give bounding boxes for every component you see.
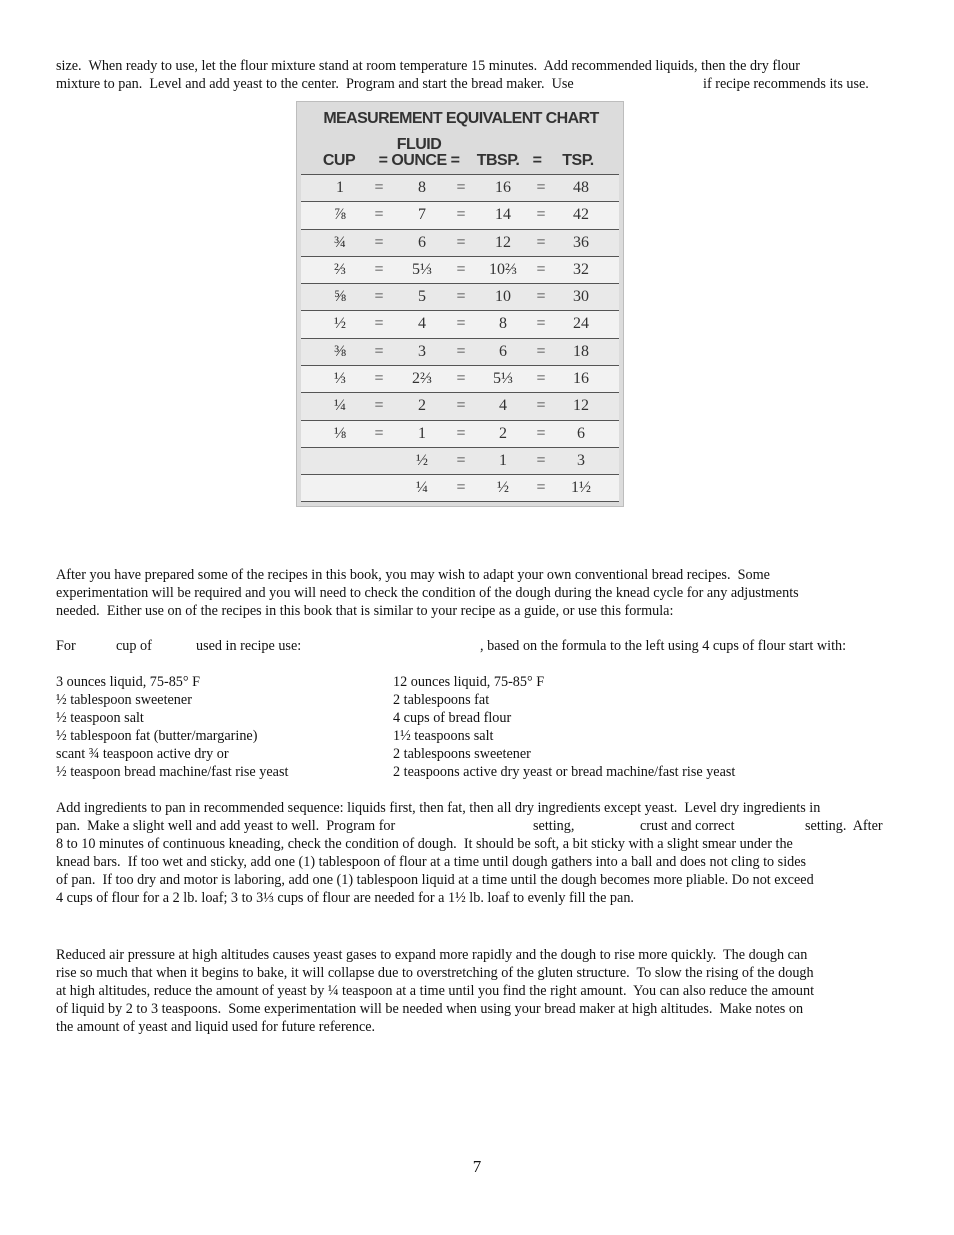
equals-sign: =	[456, 397, 466, 415]
cup-cell: ⅜	[334, 342, 346, 360]
right-list-item: 4 cups of bread flour	[393, 710, 512, 726]
ounce-cell: 6	[418, 233, 426, 251]
left-list-item: ½ tablespoon sweetener	[56, 692, 192, 708]
sequence-line-2c: crust and correct	[640, 818, 735, 834]
tbsp-cell: 10	[495, 288, 511, 306]
sequence-line-2a: pan. Make a slight well and add yeast to well. Program for	[56, 818, 396, 834]
equals-sign: =	[374, 342, 384, 360]
adapt-line-3: needed. Either use on of the recipes in this book that is similar to your recipe as a guide, or use this formula:	[56, 603, 674, 619]
equals-sign: =	[536, 451, 546, 469]
tbsp-cell: ½	[497, 479, 509, 497]
ounce-cell: 3	[418, 342, 426, 360]
tsp-cell: 18	[573, 342, 589, 360]
tbsp-cell: 12	[495, 233, 511, 251]
intro-line-2b: if recipe recommends its use.	[703, 76, 869, 92]
equals-sign: =	[536, 424, 546, 442]
altitude-line-1: Reduced air pressure at high altitudes causes yeast gases to expand more rapidly and the dough to rise more quickly. The dough can	[56, 947, 808, 963]
table-row	[301, 256, 619, 283]
tsp-cell: 12	[573, 397, 589, 415]
equals-sign: =	[456, 288, 466, 306]
equals-sign: =	[536, 233, 546, 251]
header-fluid: FLUID	[396, 136, 442, 153]
equals-sign: =	[374, 260, 384, 278]
adapt-line-2: experimentation will be required and you will need to check the condition of the dough during the knead cycle for any adjustments	[56, 585, 799, 601]
right-list-item: 12 ounces liquid, 75-85° F	[393, 674, 545, 690]
sequence-line-1: Add ingredients to pan in recommended sequence: liquids first, then fat, then all dry ingredients except yeast. Level dry ingredients in	[56, 800, 821, 816]
equals-sign: =	[374, 206, 384, 224]
measurement-chart	[296, 101, 624, 507]
ounce-cell: 5⅓	[412, 260, 432, 278]
equals-sign: =	[536, 315, 546, 333]
header-cup: CUP	[322, 152, 356, 169]
altitude-line-3: at high altitudes, reduce the amount of yeast by ¼ teaspoon at a time until you find the right amount. You can also reduce the amount	[56, 983, 815, 999]
left-list-item: ½ tablespoon fat (butter/margarine)	[56, 728, 258, 744]
cup-cell: ½	[334, 315, 346, 333]
left-list-item: ½ teaspoon bread machine/fast rise yeast	[56, 764, 289, 780]
equals-sign: =	[456, 342, 466, 360]
left-list-item: scant ¾ teaspoon active dry or	[56, 746, 229, 762]
equals-sign: =	[456, 233, 466, 251]
tbsp-cell: 8	[499, 315, 507, 333]
table-row	[301, 447, 619, 474]
altitude-line-4: of liquid by 2 to 3 teaspoons. Some experimentation will be needed when using your bread maker at high altitudes. Make notes on	[56, 1001, 804, 1017]
equals-sign: =	[374, 315, 384, 333]
right-list-item: 2 teaspoons active dry yeast or bread machine/fast rise yeast	[393, 764, 736, 780]
equals-sign: =	[374, 397, 384, 415]
table-row	[301, 201, 619, 228]
sequence-line-3: 8 to 10 minutes of continuous kneading, check the condition of dough. It should be soft, a bit sticky with a slight smear under the	[56, 836, 793, 852]
table-row	[301, 229, 619, 256]
table-row	[301, 338, 619, 365]
intro-line-2a: mixture to pan. Level and add yeast to the center. Program and start the bread maker. Use	[56, 76, 574, 92]
ounce-cell: 5	[418, 288, 426, 306]
equals-sign: =	[456, 370, 466, 388]
intro-line-1: size. When ready to use, let the flour mixture stand at room temperature 15 minutes. Add recommended liquids, then the dry flour	[56, 58, 800, 74]
left-list-item: ½ teaspoon salt	[56, 710, 144, 726]
cup-cell: ⅛	[334, 424, 346, 442]
equals-sign: =	[536, 288, 546, 306]
equals-sign: =	[456, 206, 466, 224]
equals-sign: =	[374, 288, 384, 306]
equals-sign: =	[456, 424, 466, 442]
equals-sign: =	[456, 260, 466, 278]
tbsp-cell: 16	[495, 179, 511, 196]
tbsp-cell: 10⅔	[489, 260, 517, 278]
tbsp-cell: 4	[499, 397, 507, 415]
table-row	[301, 420, 619, 447]
equals-sign: =	[374, 370, 384, 388]
equals-sign: =	[536, 342, 546, 360]
table-row	[301, 365, 619, 392]
tsp-cell: 48	[573, 179, 589, 196]
ounce-cell: ¼	[416, 479, 428, 497]
formula-cup-of: cup of	[116, 638, 152, 654]
tsp-cell: 32	[573, 260, 589, 278]
sequence-line-6: 4 cups of flour for a 2 lb. loaf; 3 to 3⅓ cups of flour are needed for a 1½ lb. loaf to evenly fill the pan.	[56, 890, 634, 906]
left-list-item: 3 ounces liquid, 75-85° F	[56, 674, 200, 690]
right-list-item: 2 tablespoons sweetener	[393, 746, 531, 762]
cup-cell: ¼	[334, 397, 346, 415]
ounce-cell: 1	[418, 424, 426, 442]
ounce-cell: 2⅔	[412, 370, 432, 388]
header-tsp: TSP.	[562, 152, 594, 169]
right-list-item: 2 tablespoons fat	[393, 692, 490, 708]
tsp-cell: 3	[577, 451, 585, 469]
table-row	[301, 392, 619, 419]
formula-based: , based on the formula to the left using 4 cups of flour start with:	[480, 638, 847, 654]
sequence-line-2d: setting. After	[805, 818, 883, 834]
equals-sign: =	[374, 424, 384, 442]
adapt-line-1: After you have prepared some of the recipes in this book, you may wish to adapt your own conventional bread recipes. Some	[56, 567, 770, 583]
header-ounce: = OUNCE =	[378, 152, 460, 169]
ounce-cell: 4	[418, 315, 426, 333]
equals-sign: =	[536, 260, 546, 278]
altitude-line-2: rise so much that when it begins to bake, it will collapse due to overstretching of the gluten structure. To slow the rising of the dough	[56, 965, 814, 981]
tsp-cell: 1½	[571, 479, 591, 497]
equals-sign: =	[374, 179, 384, 196]
sequence-line-5: of pan. If too dry and motor is laboring, add one (1) tablespoon liquid at a time until the dough becomes more pliable. Do not exceed	[56, 872, 814, 888]
equals-sign: =	[374, 233, 384, 251]
table-row	[301, 283, 619, 310]
tbsp-cell: 14	[495, 206, 511, 224]
equals-sign: =	[536, 397, 546, 415]
tsp-cell: 24	[573, 315, 589, 333]
tsp-cell: 6	[577, 424, 585, 442]
table-row	[301, 174, 619, 201]
cup-cell: ⅝	[334, 288, 346, 306]
tsp-cell: 42	[573, 206, 589, 224]
formula-for: For	[56, 638, 76, 654]
equals-sign: =	[536, 370, 546, 388]
cup-cell: ⅞	[334, 206, 346, 224]
tbsp-cell: 6	[499, 342, 507, 360]
equals-sign: =	[536, 479, 546, 497]
equals-sign: =	[536, 206, 546, 224]
table-row	[301, 310, 619, 337]
tbsp-cell: 2	[499, 424, 507, 442]
cup-cell: ¾	[334, 233, 346, 251]
page-number: 7	[472, 1157, 482, 1176]
ounce-cell: 7	[418, 206, 426, 224]
cup-cell: ⅔	[334, 260, 346, 278]
ounce-cell: 2	[418, 397, 426, 415]
equals-sign: =	[536, 179, 546, 196]
cup-cell: 1	[336, 179, 344, 196]
ounce-cell: ½	[416, 451, 428, 469]
table-row	[301, 474, 619, 501]
tsp-cell: 30	[573, 288, 589, 306]
tsp-cell: 16	[573, 370, 589, 388]
altitude-line-5: the amount of yeast and liquid used for future reference.	[56, 1019, 376, 1035]
equals-sign: =	[456, 179, 466, 196]
cup-cell: ⅓	[334, 370, 346, 388]
equals-sign: =	[456, 451, 466, 469]
ounce-cell: 8	[418, 179, 426, 196]
right-list-item: 1½ teaspoons salt	[393, 728, 494, 744]
sequence-line-4: knead bars. If too wet and sticky, add one (1) tablespoon of flour at a time until dough gathers into a ball and does not cling to sides	[56, 854, 807, 870]
tbsp-cell: 5⅓	[493, 370, 513, 388]
chart-title: MEASUREMENT EQUIVALENT CHART	[323, 110, 599, 127]
tbsp-cell: 1	[499, 451, 507, 469]
header-tbsp: TBSP.	[476, 152, 520, 169]
tsp-cell: 36	[573, 233, 589, 251]
equals-sign: =	[456, 479, 466, 497]
sequence-line-2b: setting,	[533, 818, 575, 834]
header-eq: =	[532, 152, 542, 169]
formula-used: used in recipe use:	[196, 638, 302, 654]
equals-sign: =	[456, 315, 466, 333]
chart-grid	[301, 174, 619, 502]
